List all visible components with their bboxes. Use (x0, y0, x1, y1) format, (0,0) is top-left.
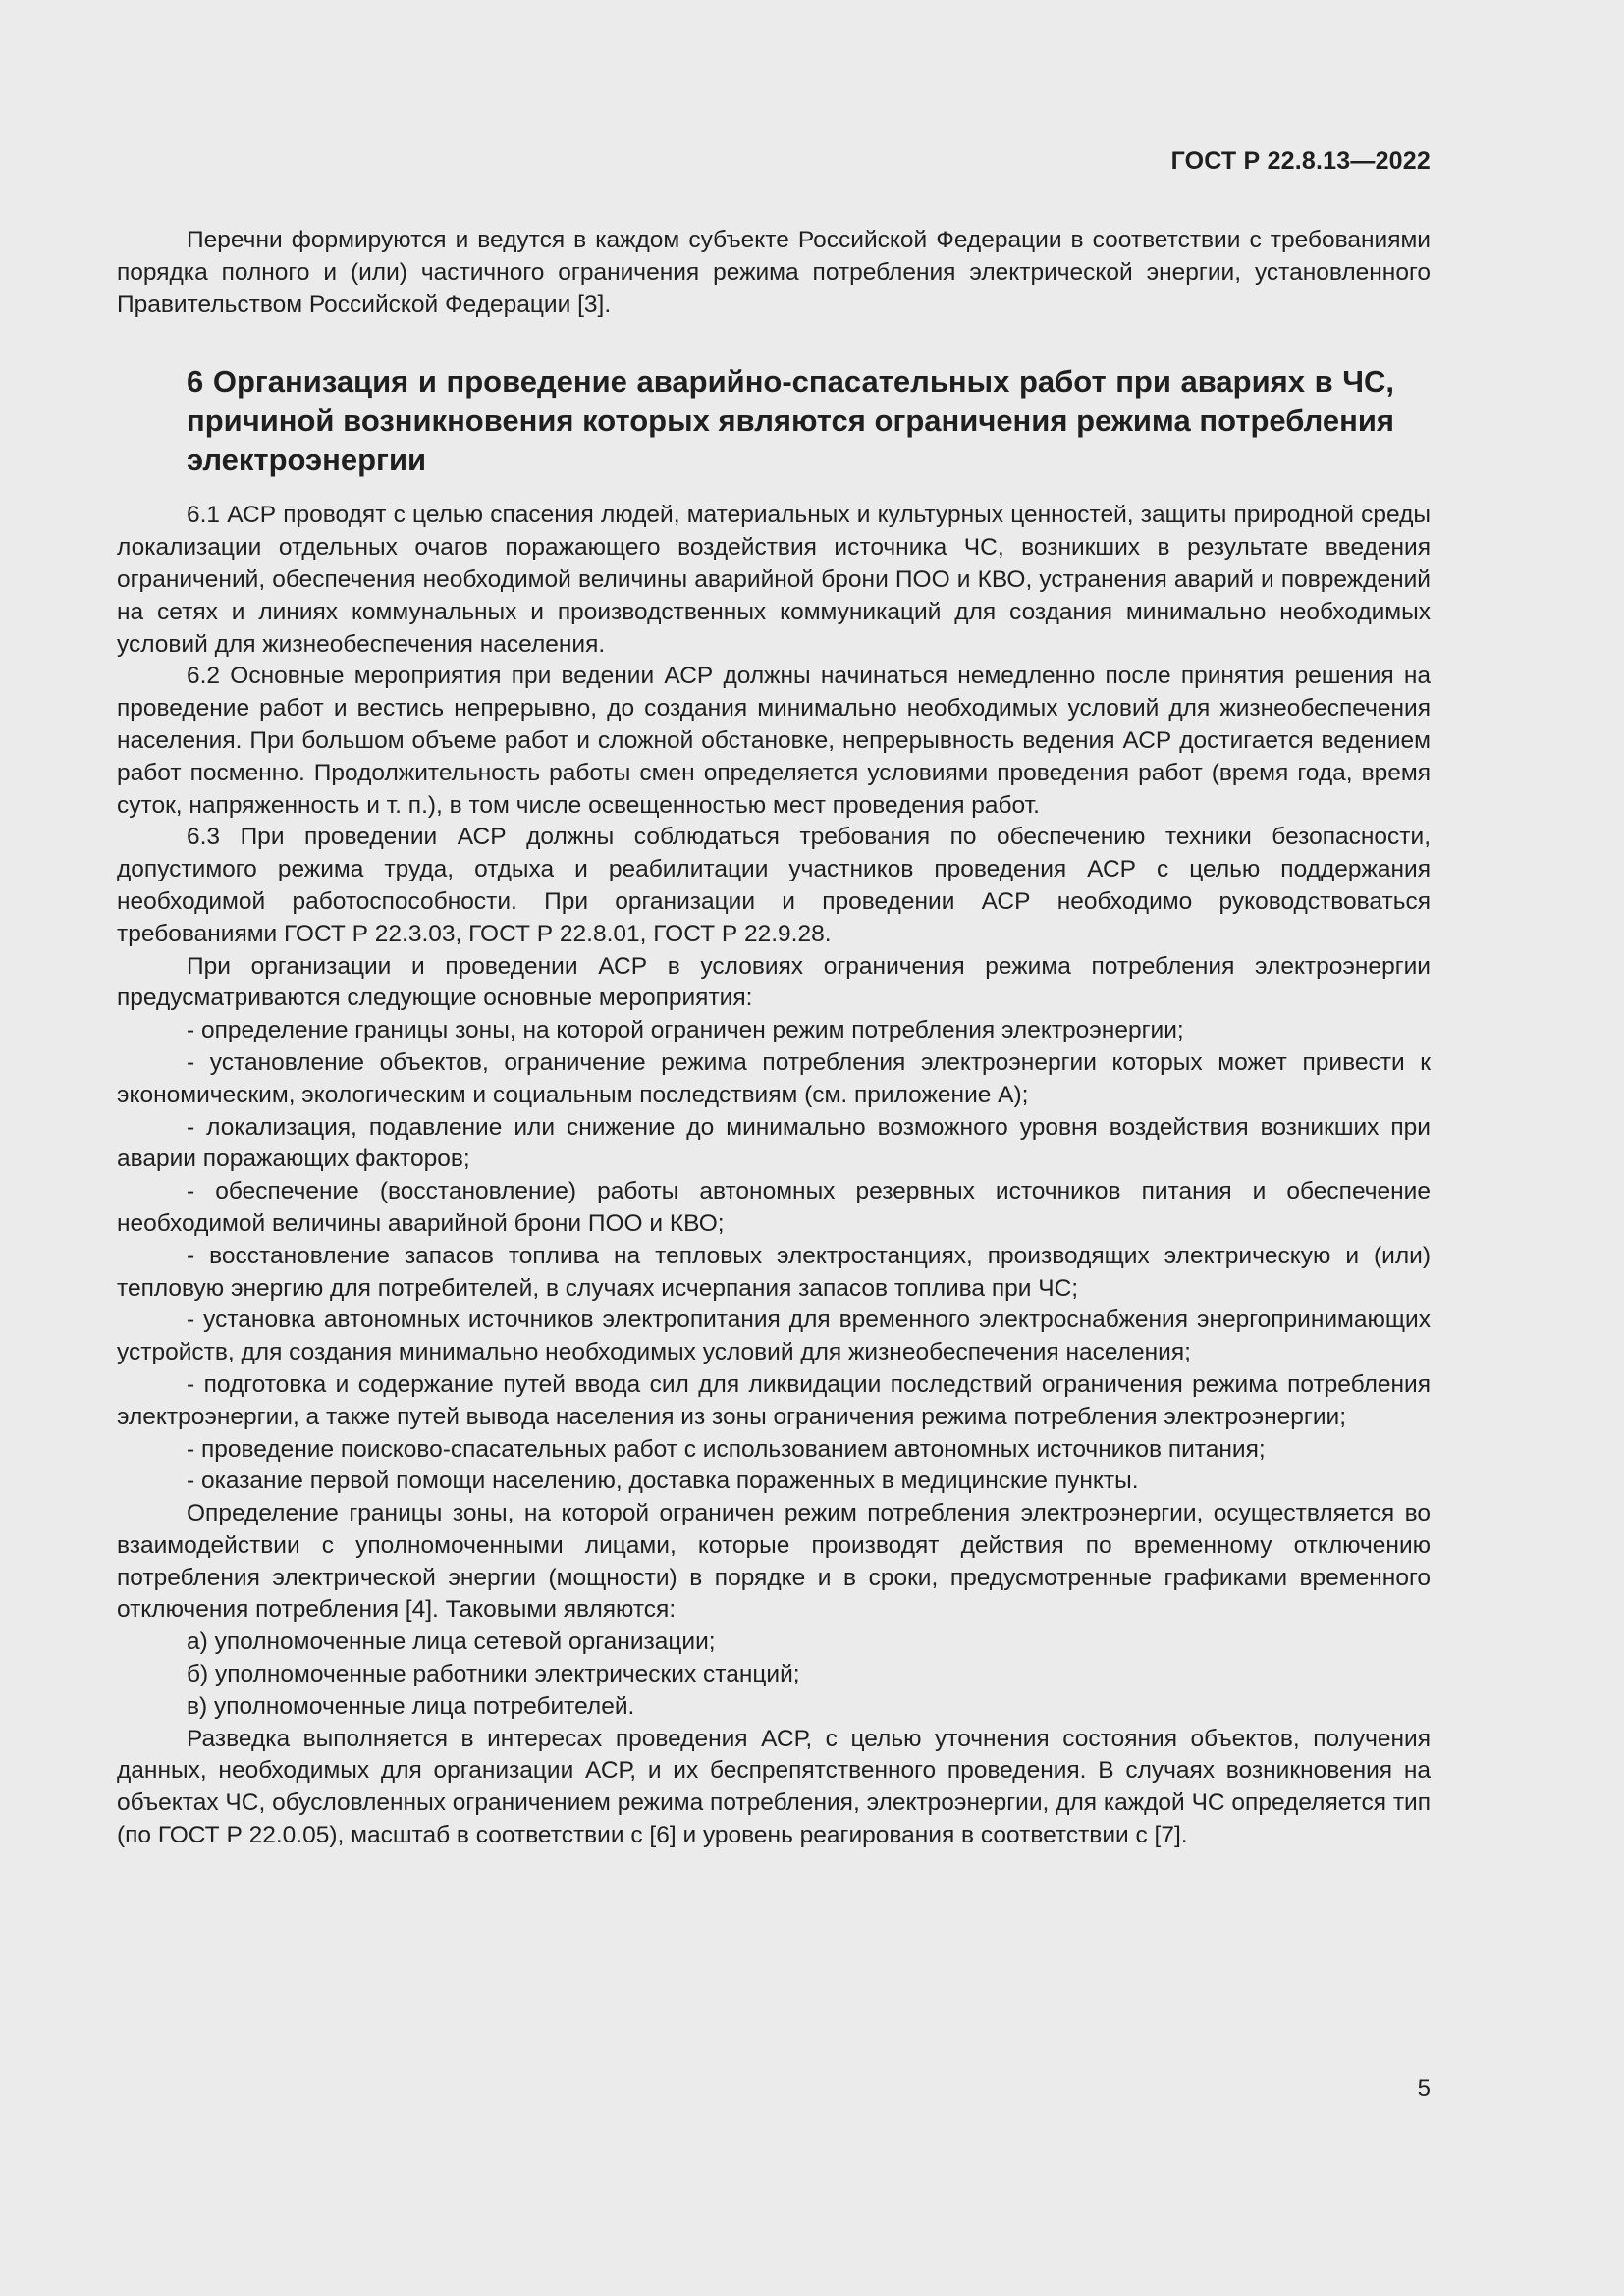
intro-paragraph: Перечни формируются и ведутся в каждом субъекте Российской Федерации в соответствии с требованиями порядка полного и (или) частичного ограничения режима потребления электрической энергии, установленного Правительством Российской Федерации [3]. (117, 227, 1431, 318)
list-item: - обеспечение (восстановление) работы автономных резервных источников питания и обеспечение необходимой величины аварийной брони ПОО и КВО; (117, 1178, 1431, 1237)
list-item: в) уполномоченные лица потребителей. (187, 1692, 635, 1720)
document-page (117, 0, 1431, 2296)
list-item: - подготовка и содержание путей ввода сил для ликвидации последствий ограничения режима потребления электроэнергии, а также путей вывода населения из зоны ограничения режима потребления электроэнергии; (117, 1370, 1431, 1430)
paragraph-6-2: 6.2 Основные мероприятия при ведении АСР должны начинаться немедленно после принятия решения на проведение работ и вестись непрерывно, до создания минимально необходимых условий для жизнеобеспечения населения. При большом объеме работ и сложной обстановке, непрерывность ведения АСР достигается ведением работ посменно. Продолжительность работы смен определяется условиями проведения работ (время года, время суток, напряженность и т. п.), в том числе освещенностью мест проведения работ. (117, 663, 1431, 819)
section-title: 6 Организация и проведение аварийно-спасательных работ при авариях в ЧС, причиной возникновения которых являются ограничения режима потребления электроэнергии (187, 364, 1394, 478)
list-item: - проведение поисково-спасательных работ с использованием автономных источников питания; (187, 1435, 1266, 1463)
list-item: - локализация, подавление или снижение до минимально возможного уровня воздействия возникших при аварии поражающих факторов; (117, 1113, 1431, 1173)
paragraph-measures-intro: При организации и проведении АСР в условиях ограничения режима потребления электроэнергии предусматриваются следующие основные мероприятия: (117, 952, 1431, 1012)
list-item: - установление объектов, ограничение режима потребления электроэнергии которых может привести к экономическим, экологическим и социальным последствиям (см. приложение А); (117, 1048, 1431, 1108)
paragraph-zone-definition: Определение границы зоны, на которой ограничен режим потребления электроэнергии, осуществляется во взаимодействии с уполномоченными лицами, которые производят действия по временному отключению потребления электрической энергии (мощности) в порядке и в сроки, предусмотренные графиками временного отключения потребления [4]. Таковыми являются: (117, 1500, 1431, 1624)
list-item: а) уполномоченные лица сетевой организации; (187, 1629, 716, 1656)
page-number: 5 (1417, 2075, 1431, 2102)
list-item: - оказание первой помощи населению, доставка пораженных в медицинские пункты. (187, 1468, 1139, 1495)
paragraph-6-3: 6.3 При проведении АСР должны соблюдаться требования по обеспечению техники безопасности, допустимого режима труда, отдыха и реабилитации участников проведения АСР с целью поддержания необходимой работоспособности. При организации и проведении АСР необходимо руководствоваться требованиями ГОСТ Р 22.3.03, ГОСТ Р 22.8.01, ГОСТ Р 22.9.28. (117, 824, 1431, 947)
paragraph-reconnaissance: Разведка выполняется в интересах проведения АСР, с целью уточнения состояния объектов, получения данных, необходимых для организации АСР, и их беспрепятственного проведения. В случаях возникновения на объектах ЧС, обусловленных ограничением режима потребления, электроэнергии, для каждой ЧС определяется тип (по ГОСТ Р 22.0.05), масштаб в соответствии с [6] и уровень реагирования в соответствии с [7]. (117, 1725, 1431, 1849)
list-item: - восстановление запасов топлива на тепловых электростанциях, производящих электрическую и (или) тепловую энергию для потребителей, в случаях исчерпания запасов топлива при ЧС; (117, 1242, 1431, 1302)
document-id-header: ГОСТ Р 22.8.13—2022 (1170, 147, 1431, 175)
document-body (117, 225, 1431, 1852)
paragraph-6-1: 6.1 АСР проводят с целью спасения людей, материальных и культурных ценностей, защиты природной среды локализации отдельных очагов поражающего воздействия источника ЧС, возникших в результате введения ограничений, обеспечения необходимой величины аварийной брони ПОО и КВО, устранения аварий и повреждений на сетях и линиях коммунальных и производственных коммуникаций для создания минимально необходимых условий для жизнеобеспечения населения. (117, 502, 1431, 658)
list-item: - определение границы зоны, на которой ограничен режим потребления электроэнергии; (187, 1017, 1184, 1044)
list-item: - установка автономных источников электропитания для временного электроснабжения энергопринимающих устройств, для создания минимально необходимых условий для жизнеобеспечения населения; (117, 1307, 1431, 1366)
list-item: б) уполномоченные работники электрических станций; (187, 1661, 800, 1688)
